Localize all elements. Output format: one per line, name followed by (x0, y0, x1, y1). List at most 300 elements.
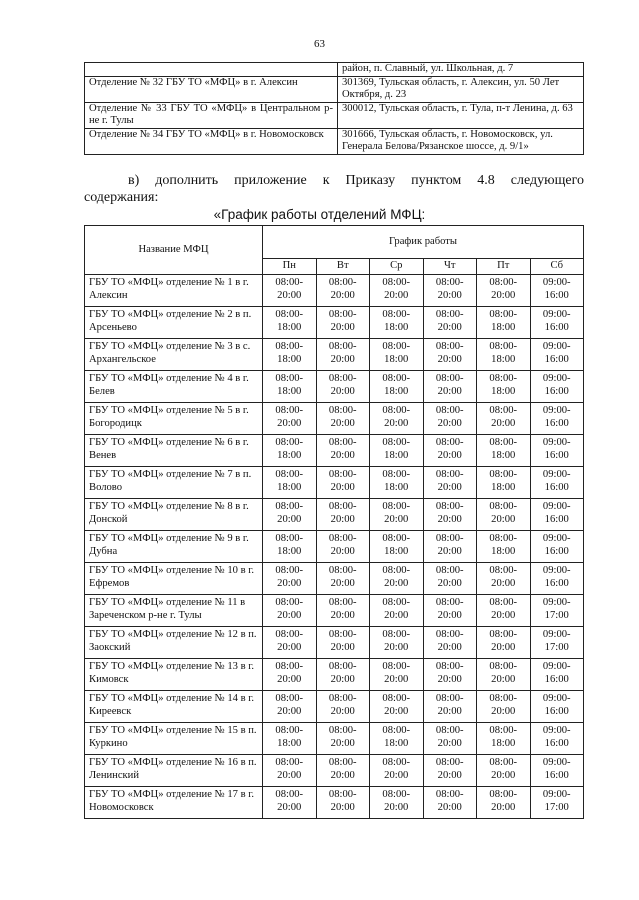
hours-start: 08:00- (328, 341, 357, 352)
hours-cell (316, 339, 370, 371)
hours-cell (263, 659, 317, 691)
schedule-table-body (85, 275, 584, 819)
hours-start: 08:00- (382, 565, 411, 576)
hours-end: 20:00 (437, 289, 462, 301)
hours-end: 20:00 (491, 513, 516, 525)
hours-end: 20:00 (437, 321, 462, 333)
hours-start: 08:00- (275, 757, 304, 768)
hours-start: 08:00- (382, 629, 411, 640)
hours-end: 18:00 (491, 353, 516, 365)
paragraph-line-2: содержания: (84, 190, 159, 205)
hours-end: 18:00 (491, 449, 516, 461)
hours-end: 20:00 (277, 417, 302, 429)
office-name: Отделение № 33 ГБУ ТО «МФЦ» в Центральном р-не г. Тулы (85, 102, 338, 128)
schedule-row (85, 435, 584, 467)
schedule-row (85, 531, 584, 563)
hours-start: 08:00- (382, 693, 411, 704)
hours-cell (316, 691, 370, 723)
hours-start: 08:00- (275, 501, 304, 512)
hours-cell (316, 499, 370, 531)
schedule-row (85, 339, 584, 371)
hours-cell (530, 627, 584, 659)
hours-start: 08:00- (275, 373, 304, 384)
hours-cell (263, 339, 317, 371)
hours-cell (370, 691, 424, 723)
schedule-row (85, 499, 584, 531)
schedule-office-name: ГБУ ТО «МФЦ» отделение № 2 в п. Арсеньево (85, 307, 263, 339)
hours-cell (316, 659, 370, 691)
hours-cell (263, 627, 317, 659)
hours-cell (477, 691, 531, 723)
hours-cell (530, 275, 584, 307)
hours-cell (477, 371, 531, 403)
hours-cell (477, 723, 531, 755)
office-address: район, п. Славный, ул. Школьная, д. 7 (338, 63, 584, 77)
hours-start: 08:00- (382, 789, 411, 800)
hours-cell (423, 339, 477, 371)
hours-end: 18:00 (277, 737, 302, 749)
hours-end: 20:00 (330, 769, 355, 781)
hours-end: 20:00 (330, 801, 355, 813)
hours-end: 20:00 (330, 545, 355, 557)
hours-start: 08:00- (275, 629, 304, 640)
hours-cell (263, 467, 317, 499)
schedule-row (85, 755, 584, 787)
hours-end: 20:00 (384, 673, 409, 685)
hours-start: 08:00- (489, 597, 518, 608)
hours-start: 08:00- (328, 725, 357, 736)
schedule-row (85, 403, 584, 435)
hours-start: 08:00- (435, 757, 464, 768)
address-row (85, 63, 584, 77)
hours-cell (316, 435, 370, 467)
hours-end: 20:00 (384, 289, 409, 301)
hours-start: 08:00- (489, 533, 518, 544)
schedule-office-name: ГБУ ТО «МФЦ» отделение № 9 в г. Дубна (85, 531, 263, 563)
hours-cell (477, 275, 531, 307)
hours-end: 20:00 (491, 417, 516, 429)
hours-end: 20:00 (437, 769, 462, 781)
hours-cell (370, 787, 424, 819)
hours-start: 08:00- (275, 789, 304, 800)
hours-end: 20:00 (437, 577, 462, 589)
hours-cell (370, 563, 424, 595)
hours-end: 20:00 (330, 641, 355, 653)
hours-start: 09:00- (542, 309, 571, 320)
hours-start: 09:00- (542, 405, 571, 416)
schedule-header-row (85, 226, 584, 259)
hours-cell (370, 595, 424, 627)
hours-end: 17:00 (544, 641, 569, 653)
hours-start: 08:00- (328, 661, 357, 672)
hours-end: 20:00 (330, 609, 355, 621)
hours-start: 09:00- (542, 661, 571, 672)
hours-start: 09:00- (542, 373, 571, 384)
hours-end: 20:00 (330, 705, 355, 717)
hours-end: 16:00 (544, 705, 569, 717)
hours-start: 08:00- (328, 405, 357, 416)
hours-start: 09:00- (542, 693, 571, 704)
hours-end: 18:00 (277, 449, 302, 461)
header-day: Вт (316, 259, 370, 275)
hours-cell (530, 435, 584, 467)
hours-cell (370, 435, 424, 467)
hours-start: 08:00- (489, 309, 518, 320)
hours-cell (423, 435, 477, 467)
hours-end: 20:00 (491, 769, 516, 781)
hours-end: 20:00 (437, 385, 462, 397)
hours-end: 18:00 (384, 385, 409, 397)
hours-cell (530, 659, 584, 691)
hours-cell (477, 595, 531, 627)
hours-cell (423, 595, 477, 627)
hours-start: 09:00- (542, 789, 571, 800)
hours-cell (423, 787, 477, 819)
hours-start: 08:00- (382, 277, 411, 288)
hours-start: 08:00- (382, 501, 411, 512)
hours-start: 08:00- (275, 309, 304, 320)
hours-start: 09:00- (542, 629, 571, 640)
office-address: 301666, Тульская область, г. Новомосковск, ул. Генерала Белова/Рязанское шоссе, д. 9/1» (338, 128, 584, 154)
hours-cell (316, 723, 370, 755)
paragraph-line-1: в) дополнить приложение к Приказу пунктом 4.8 следующего (128, 173, 584, 188)
hours-end: 20:00 (330, 289, 355, 301)
hours-start: 08:00- (275, 341, 304, 352)
hours-start: 09:00- (542, 565, 571, 576)
hours-end: 20:00 (437, 609, 462, 621)
hours-cell (370, 339, 424, 371)
hours-start: 08:00- (382, 405, 411, 416)
hours-cell (530, 563, 584, 595)
hours-cell (530, 755, 584, 787)
hours-end: 20:00 (384, 641, 409, 653)
hours-end: 20:00 (330, 385, 355, 397)
hours-cell (263, 723, 317, 755)
hours-cell (423, 659, 477, 691)
hours-end: 16:00 (544, 353, 569, 365)
hours-cell (370, 371, 424, 403)
hours-cell (316, 467, 370, 499)
hours-start: 08:00- (435, 309, 464, 320)
hours-end: 16:00 (544, 769, 569, 781)
hours-start: 08:00- (328, 277, 357, 288)
hours-start: 08:00- (382, 661, 411, 672)
schedule-office-name: ГБУ ТО «МФЦ» отделение № 14 в г. Киреевск (85, 691, 263, 723)
hours-cell (316, 563, 370, 595)
hours-end: 20:00 (277, 801, 302, 813)
hours-start: 08:00- (435, 597, 464, 608)
hours-start: 08:00- (275, 277, 304, 288)
hours-start: 08:00- (328, 501, 357, 512)
hours-end: 20:00 (384, 609, 409, 621)
schedule-office-name: ГБУ ТО «МФЦ» отделение № 10 в г. Ефремов (85, 563, 263, 595)
hours-start: 08:00- (328, 757, 357, 768)
hours-start: 08:00- (275, 437, 304, 448)
hours-start: 09:00- (542, 341, 571, 352)
schedule-office-name: ГБУ ТО «МФЦ» отделение № 11 в Зареченском р-не г. Тулы (85, 595, 263, 627)
header-office-name: Название МФЦ (85, 226, 263, 275)
hours-end: 18:00 (491, 321, 516, 333)
hours-end: 20:00 (437, 353, 462, 365)
hours-cell (370, 275, 424, 307)
hours-start: 08:00- (275, 405, 304, 416)
schedule-office-name: ГБУ ТО «МФЦ» отделение № 5 в г. Богородицк (85, 403, 263, 435)
hours-end: 16:00 (544, 385, 569, 397)
hours-end: 18:00 (277, 321, 302, 333)
hours-end: 20:00 (491, 577, 516, 589)
address-row (85, 76, 584, 102)
hours-end: 18:00 (491, 545, 516, 557)
hours-cell (477, 755, 531, 787)
hours-end: 20:00 (384, 705, 409, 717)
hours-start: 08:00- (489, 373, 518, 384)
hours-end: 20:00 (277, 513, 302, 525)
hours-end: 16:00 (544, 321, 569, 333)
schedule-office-name: ГБУ ТО «МФЦ» отделение № 6 в г. Венев (85, 435, 263, 467)
schedule-row (85, 307, 584, 339)
hours-start: 09:00- (542, 469, 571, 480)
hours-cell (263, 563, 317, 595)
hours-end: 18:00 (491, 737, 516, 749)
hours-start: 08:00- (328, 533, 357, 544)
schedule-office-name: ГБУ ТО «МФЦ» отделение № 15 в п. Куркино (85, 723, 263, 755)
hours-start: 08:00- (489, 501, 518, 512)
hours-cell (530, 371, 584, 403)
hours-cell (530, 403, 584, 435)
hours-cell (423, 275, 477, 307)
hours-start: 08:00- (382, 373, 411, 384)
hours-start: 08:00- (435, 501, 464, 512)
schedule-table (84, 225, 584, 819)
hours-end: 20:00 (277, 705, 302, 717)
hours-end: 20:00 (384, 577, 409, 589)
hours-cell (263, 499, 317, 531)
hours-start: 08:00- (328, 597, 357, 608)
hours-start: 08:00- (275, 533, 304, 544)
hours-cell (263, 371, 317, 403)
hours-end: 20:00 (491, 641, 516, 653)
hours-start: 08:00- (382, 469, 411, 480)
hours-start: 09:00- (542, 501, 571, 512)
hours-start: 09:00- (542, 597, 571, 608)
hours-end: 20:00 (491, 673, 516, 685)
hours-cell (423, 755, 477, 787)
office-address: 301369, Тульская область, г. Алексин, ул. 50 Лет Октября, д. 23 (338, 76, 584, 102)
hours-cell (477, 435, 531, 467)
hours-start: 08:00- (382, 341, 411, 352)
hours-start: 08:00- (328, 469, 357, 480)
hours-start: 08:00- (435, 789, 464, 800)
hours-end: 20:00 (384, 513, 409, 525)
office-name: Отделение № 32 ГБУ ТО «МФЦ» в г. Алексин (85, 76, 338, 102)
header-day: Чт (423, 259, 477, 275)
hours-cell (263, 435, 317, 467)
hours-end: 20:00 (330, 417, 355, 429)
hours-start: 08:00- (275, 469, 304, 480)
hours-cell (477, 467, 531, 499)
hours-start: 08:00- (435, 437, 464, 448)
hours-start: 08:00- (489, 629, 518, 640)
hours-start: 08:00- (382, 437, 411, 448)
hours-start: 08:00- (435, 693, 464, 704)
hours-start: 08:00- (275, 693, 304, 704)
schedule-office-name: ГБУ ТО «МФЦ» отделение № 12 в п. Заокский (85, 627, 263, 659)
header-day: Пн (263, 259, 317, 275)
hours-start: 08:00- (382, 757, 411, 768)
hours-end: 16:00 (544, 449, 569, 461)
address-row (85, 128, 584, 154)
hours-end: 20:00 (330, 449, 355, 461)
hours-start: 08:00- (489, 277, 518, 288)
hours-end: 20:00 (330, 513, 355, 525)
hours-end: 20:00 (330, 737, 355, 749)
hours-end: 16:00 (544, 289, 569, 301)
hours-cell (530, 723, 584, 755)
hours-end: 18:00 (384, 545, 409, 557)
hours-end: 20:00 (491, 289, 516, 301)
hours-start: 08:00- (435, 469, 464, 480)
hours-end: 20:00 (437, 737, 462, 749)
hours-cell (263, 403, 317, 435)
schedule-office-name: ГБУ ТО «МФЦ» отделение № 7 в п. Волово (85, 467, 263, 499)
hours-cell (530, 499, 584, 531)
hours-start: 08:00- (435, 533, 464, 544)
hours-cell (263, 307, 317, 339)
hours-cell (477, 403, 531, 435)
schedule-row (85, 787, 584, 819)
hours-cell (370, 531, 424, 563)
hours-cell (423, 467, 477, 499)
hours-end: 17:00 (544, 609, 569, 621)
header-day: Пт (477, 259, 531, 275)
hours-start: 08:00- (489, 469, 518, 480)
hours-cell (477, 563, 531, 595)
hours-start: 08:00- (328, 309, 357, 320)
hours-start: 08:00- (382, 725, 411, 736)
hours-end: 20:00 (330, 481, 355, 493)
hours-end: 18:00 (491, 481, 516, 493)
hours-start: 08:00- (435, 277, 464, 288)
hours-cell (263, 531, 317, 563)
hours-start: 08:00- (435, 405, 464, 416)
hours-start: 09:00- (542, 725, 571, 736)
hours-start: 08:00- (328, 693, 357, 704)
hours-end: 18:00 (384, 321, 409, 333)
schedule-row (85, 275, 584, 307)
hours-end: 16:00 (544, 737, 569, 749)
hours-end: 20:00 (491, 609, 516, 621)
hours-end: 18:00 (384, 449, 409, 461)
hours-end: 20:00 (437, 545, 462, 557)
hours-end: 20:00 (437, 449, 462, 461)
office-name: Отделение № 34 ГБУ ТО «МФЦ» в г. Новомосковск (85, 128, 338, 154)
hours-cell (370, 467, 424, 499)
hours-cell (263, 787, 317, 819)
hours-cell (263, 691, 317, 723)
hours-end: 20:00 (277, 609, 302, 621)
hours-end: 20:00 (437, 481, 462, 493)
hours-end: 20:00 (437, 673, 462, 685)
hours-start: 08:00- (435, 725, 464, 736)
hours-end: 20:00 (330, 673, 355, 685)
hours-end: 16:00 (544, 577, 569, 589)
hours-start: 08:00- (328, 437, 357, 448)
hours-start: 08:00- (489, 437, 518, 448)
hours-cell (477, 339, 531, 371)
office-name (85, 63, 338, 77)
hours-start: 08:00- (489, 341, 518, 352)
hours-start: 09:00- (542, 437, 571, 448)
hours-cell (477, 531, 531, 563)
hours-cell (370, 307, 424, 339)
hours-cell (530, 467, 584, 499)
hours-start: 08:00- (489, 405, 518, 416)
hours-cell (370, 659, 424, 691)
page-number: 63 (314, 38, 325, 50)
hours-start: 08:00- (489, 661, 518, 672)
schedule-row (85, 691, 584, 723)
hours-cell (477, 499, 531, 531)
hours-start: 08:00- (328, 629, 357, 640)
schedule-row (85, 371, 584, 403)
hours-cell (423, 691, 477, 723)
hours-end: 18:00 (491, 385, 516, 397)
hours-start: 08:00- (328, 373, 357, 384)
schedule-row (85, 595, 584, 627)
hours-cell (423, 627, 477, 659)
hours-cell (423, 563, 477, 595)
hours-cell (423, 723, 477, 755)
hours-cell (263, 755, 317, 787)
hours-start: 09:00- (542, 533, 571, 544)
hours-end: 20:00 (330, 321, 355, 333)
hours-cell (477, 659, 531, 691)
schedule-row (85, 723, 584, 755)
hours-cell (316, 403, 370, 435)
hours-end: 20:00 (437, 417, 462, 429)
hours-cell (423, 307, 477, 339)
hours-start: 08:00- (489, 565, 518, 576)
office-address: 300012, Тульская область, г. Тула, п-т Ленина, д. 63 (338, 102, 584, 128)
header-day: Ср (370, 259, 424, 275)
hours-cell (316, 627, 370, 659)
hours-end: 20:00 (491, 801, 516, 813)
header-schedule: График работы (263, 226, 584, 259)
hours-end: 16:00 (544, 481, 569, 493)
hours-cell (423, 371, 477, 403)
hours-start: 08:00- (489, 725, 518, 736)
hours-cell (316, 371, 370, 403)
address-row (85, 102, 584, 128)
hours-cell (370, 723, 424, 755)
hours-end: 20:00 (277, 673, 302, 685)
hours-start: 08:00- (382, 533, 411, 544)
schedule-row (85, 627, 584, 659)
hours-start: 08:00- (435, 341, 464, 352)
schedule-office-name: ГБУ ТО «МФЦ» отделение № 4 в г. Белев (85, 371, 263, 403)
hours-cell (530, 691, 584, 723)
hours-end: 20:00 (437, 801, 462, 813)
hours-start: 08:00- (275, 597, 304, 608)
hours-end: 20:00 (330, 353, 355, 365)
schedule-office-name: ГБУ ТО «МФЦ» отделение № 1 в г. Алексин (85, 275, 263, 307)
hours-start: 08:00- (328, 565, 357, 576)
hours-end: 20:00 (277, 577, 302, 589)
hours-end: 20:00 (277, 641, 302, 653)
schedule-office-name: ГБУ ТО «МФЦ» отделение № 16 в п. Ленинский (85, 755, 263, 787)
hours-start: 08:00- (435, 661, 464, 672)
hours-cell (316, 307, 370, 339)
